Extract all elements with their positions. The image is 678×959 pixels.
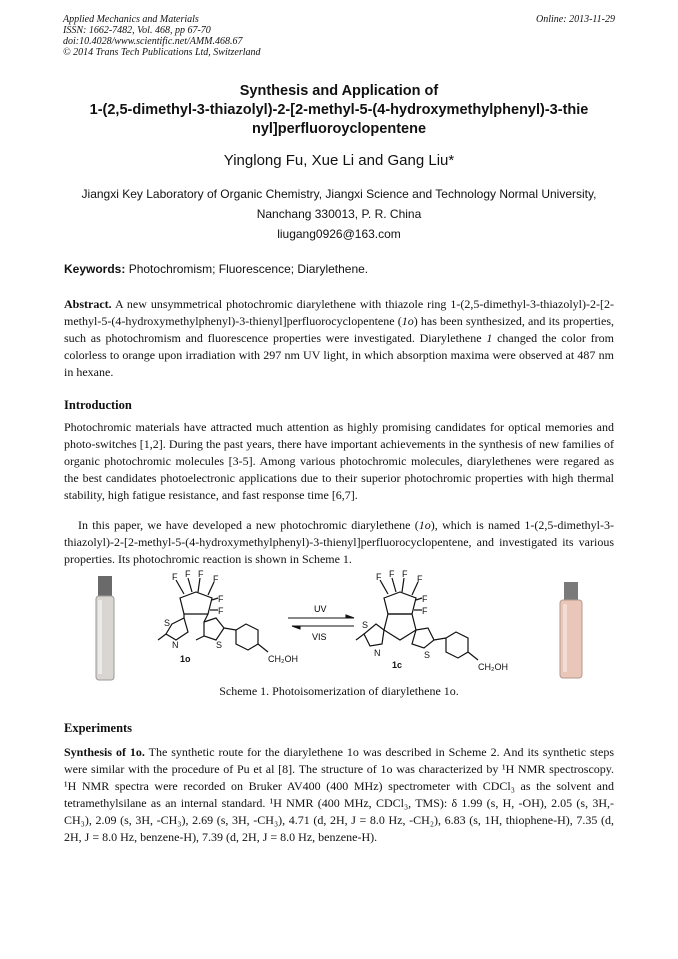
abstract-text-1: A new unsymmetrical photochromic diarylethene with thiazole ring 1-(2,5-dimethyl-3-thiazolyl)-2-[2-methyl-5-(4-hydroxymethylphenyl)-3-thienyl]perfluorocyclopentene (	[64, 297, 614, 328]
abstract-compound: 1o	[401, 314, 414, 328]
authors: Yinglong Fu, Xue Li and Gang Liu*	[223, 152, 455, 169]
abstract-compound-2: 1	[486, 331, 493, 345]
issn: ISSN: 1662-7482, Vol. 468, pp 67-70	[63, 25, 211, 36]
keywords-label: Keywords:	[64, 262, 126, 276]
synthesis-text: The synthetic route for the diarylethene 1o was described in Scheme 2. And its synthetic steps were similar with the procedure of Pu et al [8]. The structure of 1o was characterized by ¹H NMR spectroscopy. ¹H NMR spectra were recorded on Bruker AV400 (400 MHz) spectrometer with CDCl₃ as the solvent and tetramethylsilane as an internal standard. ¹H NMR (400 MHz, CDCl₃, TMS): δ 1.99 (s, H, -OH), 2.05 (s, 3H,-CH₃), 2.09 (s, 3H, -CH₃), 2.69 (s, 3H, -CH₃), 4.71 (d, 2H, J = 8.0 Hz, -CH₂), 6.83 (s, 1H, thiophene-H), 7.35 (d, 2H, J = 8.0 Hz, benzene-H), 7.39 (d, 2H, J = 8.0 Hz, benzene-H).	[64, 745, 614, 844]
f-label: F	[376, 572, 382, 582]
compound-label-1c: 1c	[392, 660, 403, 670]
experiments-paragraph	[64, 744, 614, 846]
s-label: S	[424, 650, 431, 660]
keywords-text: Photochromism; Fluorescence; Diarylethene.	[128, 262, 369, 276]
f-label: F	[389, 569, 395, 579]
introduction-paragraph-1: Photochromic materials have attracted much attention as highly promising candidates for optical memories and photo-switches [1,2]. During the past years, there have important achievements in the synthesis of new families of organic photochromic molecules [3-5]. Among various photochromic molecules, diarylethenes were regared as the best candidates photoelectronic applications due to their superior photochromic properties with high thermal stability, high fatigue resistance, and fast response time [6,7].	[64, 420, 614, 502]
vis-label: VIS	[312, 632, 327, 642]
s-label: S	[164, 618, 171, 628]
compound-label-1o: 1o	[180, 654, 191, 664]
intro-compound: 1o	[418, 518, 431, 532]
photoisomerization-arrows	[288, 615, 354, 629]
f-label: F	[218, 594, 224, 604]
uv-label: UV	[314, 604, 327, 614]
synthesis-label: Synthesis of 1o.	[64, 745, 145, 759]
abstract-text-3: changed the color from colorless to orange upon irradiation with 297 nm UV light, in which absorption maxima were observed at 487 nm in hexane.	[64, 331, 614, 379]
ch2oh-label: CH₂OH	[478, 662, 508, 672]
n-label: N	[172, 640, 179, 650]
abstract-text-2: ) has been synthesized, and its properties, such as photochromism and fluorescence properties were investigated. Diarylethene	[64, 314, 614, 345]
affiliation	[40, 184, 638, 244]
title-line-2: 1-(2,5-dimethyl-3-thiazolyl)-2-[2-methyl-5-(4-hydroxymethylphenyl)-3-thie	[89, 102, 589, 118]
title-line-1: Synthesis and Application of	[239, 83, 439, 99]
intro-p2-b: ), which is named 1-(2,5-dimethyl-3-thiazolyl)-2-[2-methyl-5-(4-hydroxymethylphenyl)-3-thienyl]perfluorocyclopentene, and investigated its various properties. Its photochromic reaction is shown in Scheme 1.	[64, 518, 614, 566]
copyright: © 2014 Trans Tech Publications Ltd, Switzerland	[63, 47, 261, 58]
molecule-1c-labels	[362, 569, 508, 672]
f-label: F	[218, 606, 224, 616]
title-line-3: nyl]perfluoroyclopentene	[251, 121, 427, 137]
affiliation-line-2: Nanchang 330013, P. R. China	[256, 207, 422, 221]
intro-p2-a: In this paper, we have developed a new photochromic diarylethene (	[78, 518, 419, 532]
scheme-1-figure	[92, 568, 600, 684]
f-label: F	[422, 606, 428, 616]
ch2oh-label: CH₂OH	[268, 654, 298, 664]
s-label: S	[216, 640, 223, 650]
paper-title	[40, 82, 638, 139]
email: liugang0926@163.com	[277, 227, 401, 241]
abstract	[64, 296, 614, 381]
experiments-heading: Experiments	[64, 721, 133, 735]
journal-header	[63, 14, 615, 58]
abstract-label: Abstract.	[64, 297, 112, 311]
f-label: F	[172, 572, 178, 582]
f-label: F	[185, 569, 191, 579]
introduction-paragraph-2	[64, 517, 614, 568]
vial-closed	[560, 582, 582, 678]
affiliation-line-1: Jiangxi Key Laboratory of Organic Chemistry, Jiangxi Science and Technology Normal University,	[81, 187, 597, 201]
f-label: F	[422, 594, 428, 604]
introduction-heading: Introduction	[64, 398, 132, 412]
f-label: F	[417, 574, 423, 584]
s-label: S	[362, 620, 369, 630]
online-date: Online: 2013-11-29	[536, 14, 615, 25]
keywords	[64, 262, 368, 276]
doi: doi:10.4028/www.scientific.net/AMM.468.67	[63, 36, 243, 47]
f-label: F	[198, 569, 204, 579]
f-label: F	[213, 574, 219, 584]
n-label: N	[374, 648, 381, 658]
f-label: F	[402, 569, 408, 579]
scheme-caption: Scheme 1. Photoisomerization of diarylethene 1o.	[219, 684, 459, 698]
vial-open	[96, 576, 114, 680]
journal-name: Applied Mechanics and Materials	[63, 14, 199, 25]
